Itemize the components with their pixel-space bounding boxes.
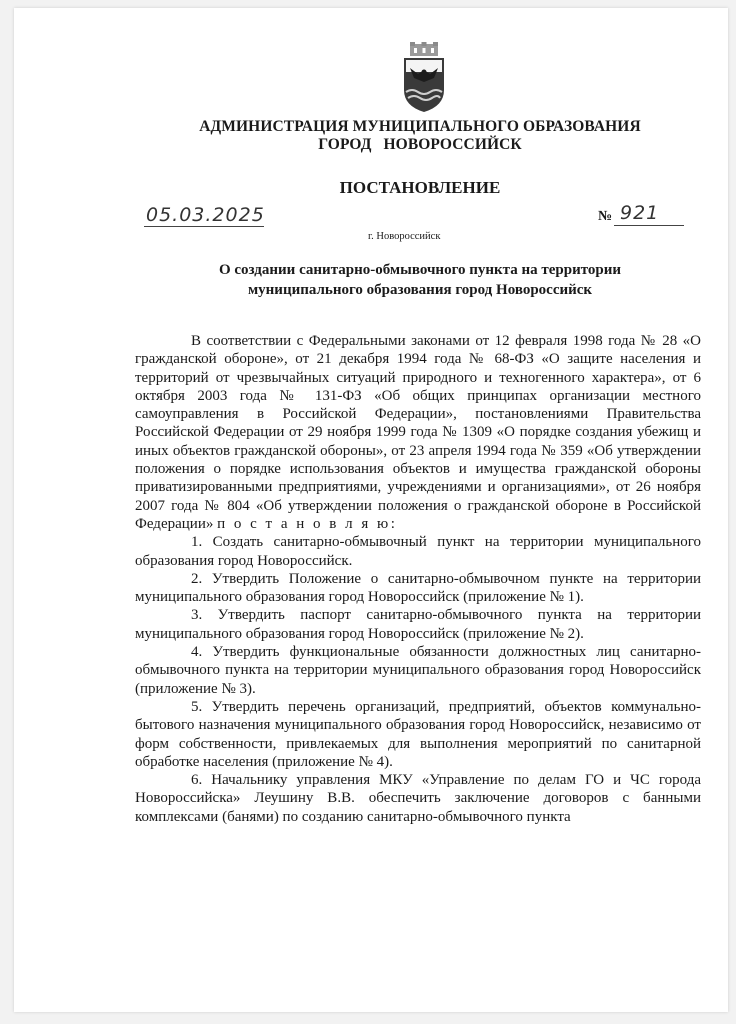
list-item: 1. Создать санитарно-обмывочный пункт на территории муниципального образования город Новороссийск. xyxy=(135,534,701,569)
document-page xyxy=(14,8,728,1012)
list-item: 2. Утвердить Положение о санитарно-обмывочном пункте на территории муниципального образования город Новороссийск (приложение № 1). xyxy=(135,570,701,606)
preamble-keyword: п о с т а н о в л я ю: xyxy=(217,515,398,532)
preamble-text: В соответствии с Федеральными законами от 12 февраля 1998 года № 28 «О гражданской обороне», от 21 декабря 1994 года № 68-ФЗ «О защите населения и территорий от чрезвычайных ситуаций природного и техногенного характера», от 6 октября 2003 года № 131-ФЗ «Об общих принципах организации местного самоуправления в Российской Федерации», постановлениями Правительства Российской Федерации от 29 ноября 1999 года № 1309 «О порядке создания убежищ и иных объектов гражданской обороны», от 23 апреля 1994 года № 359 «Об утверждении положения о порядке использования объектов и имущества гражданской обороны приватизированными предприятиями, учреждениями и организациями», от 26 ноября 2007 года № 804 «Об утверждении положения о гражданской обороне в Российской Федерации» xyxy=(135,333,701,532)
number-label: № xyxy=(598,209,613,224)
subject-line-2: муниципального образования город Новороссийск xyxy=(247,282,593,298)
date-underline xyxy=(144,226,264,227)
city-coat-of-arms-icon xyxy=(396,42,452,114)
document-date: 05.03.2025 xyxy=(146,204,265,226)
organization-title-line-2: ГОРОД НОВОРОССИЙСК xyxy=(318,136,522,153)
city-name: г. Новороссийск xyxy=(368,231,441,242)
list-item: 5. Утвердить перечень организаций, предприятий, объектов коммунально-бытового назначения муниципального образования город Новороссийск, независимо от форм собственности, привлекаемых для выполнения мероприятий по санитарной обработке населения (приложение № 4). xyxy=(135,698,701,770)
organization-title xyxy=(14,118,728,154)
document-body xyxy=(135,332,701,826)
organization-title-line-1: АДМИНИСТРАЦИЯ МУНИЦИПАЛЬНОГО ОБРАЗОВАНИЯ xyxy=(199,118,641,135)
preamble-paragraph xyxy=(135,332,701,533)
document-type: ПОСТАНОВЛЕНИЕ xyxy=(339,178,501,197)
list-item: 4. Утвердить функциональные обязанности должностных лиц санитарно-обмывочного пункта на территории муниципального образования город Новороссийск (приложение № 3). xyxy=(135,644,701,697)
document-subject xyxy=(14,260,728,300)
document-number: 921 xyxy=(620,202,660,224)
list-item: 3. Утвердить паспорт санитарно-обмывочного пункта на территории муниципального образования город Новороссийск (приложение № 2). xyxy=(135,607,701,642)
subject-line-1: О создании санитарно-обмывочного пункта на территории xyxy=(218,262,622,278)
list-item: 6. Начальнику управления МКУ «Управление по делам ГО и ЧС города Новороссийска» Леушину В.В. обеспечить заключение договоров с банными комплексами (банями) по созданию санитарно-обмывочного пункта xyxy=(135,772,701,825)
number-underline xyxy=(614,225,684,226)
